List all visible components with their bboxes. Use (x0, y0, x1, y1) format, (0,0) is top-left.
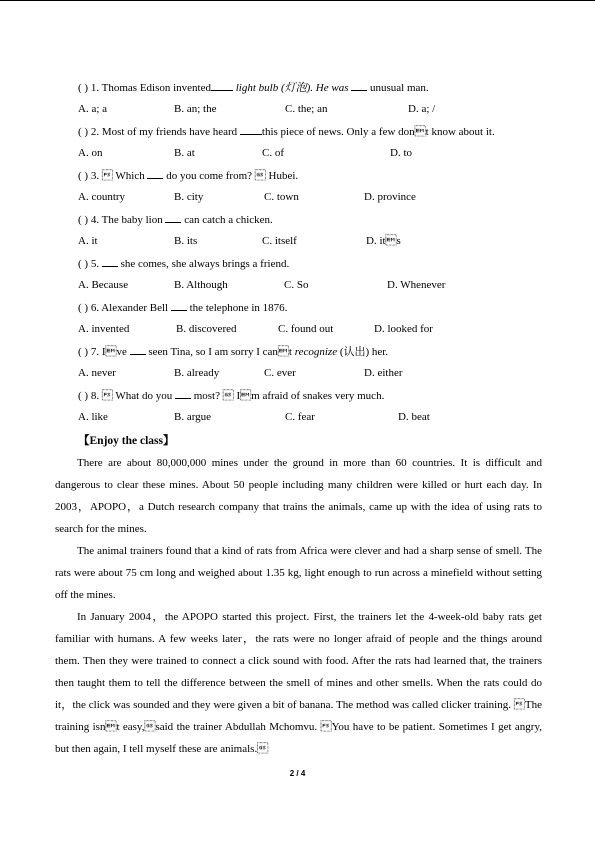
option: B. discovered (176, 323, 237, 335)
question-text: ( ) 5. (78, 258, 100, 270)
question-3 (78, 168, 298, 183)
option: D. either (364, 367, 403, 379)
question-text: ( ) 2. Most of my friends have heard (78, 126, 238, 138)
question-text: seen Tina, so I am sorry I cant (148, 346, 292, 358)
option: A. Because (78, 279, 129, 291)
question-2 (78, 124, 495, 139)
option: B. city (174, 191, 204, 203)
page-number: 2 / 4 (289, 769, 306, 778)
top-rule (0, 0, 595, 1)
question-1 (78, 80, 429, 95)
option: A. on (78, 147, 103, 159)
reading-passage (55, 452, 542, 760)
question-text: most? Im afraid of snakes very much. (193, 390, 385, 402)
question-text: ( ) 6. Alexander Bell (78, 302, 169, 314)
question-text: can catch a chicken. (184, 214, 273, 226)
option: D. to (390, 147, 412, 159)
option: B. at (174, 147, 195, 159)
option: C. ever (264, 367, 296, 379)
option: C. found out (278, 323, 334, 335)
question-6 (78, 300, 287, 315)
question-7 (78, 344, 388, 359)
option: A. never (78, 367, 116, 379)
question-text: she comes, she always brings a friend. (120, 258, 290, 270)
option: B. Although (174, 279, 228, 291)
option: A. like (78, 411, 108, 423)
option: A. a; a (78, 103, 108, 115)
option: D. looked for (374, 323, 433, 335)
option: A. invented (78, 323, 130, 335)
question-text: ( ) 3. Which (78, 170, 145, 182)
option: C. town (264, 191, 299, 203)
question-text: unusual man. (370, 82, 429, 94)
paragraph: There are about 80,000,000 mines under the ground in more than 60 countries. It is difficult and dangerous to clear these mines. About 50 people including many children were killed or hurt each day. In 2003，APOPO，a Dutch research company that trains the animals, came up with the idea of using rats to search for the mines. (55, 457, 542, 535)
option: A. country (78, 191, 126, 203)
section-heading: 【Enjoy the class】 (78, 435, 175, 447)
option: C. of (262, 147, 284, 159)
option: A. it (78, 235, 98, 247)
question-text: ( ) 7. Ive (78, 346, 127, 358)
question-text: the telephone in 1876. (189, 302, 288, 314)
option: B. already (174, 367, 220, 379)
question-text: ( ) 1. Thomas Edison invented (78, 82, 211, 94)
question-text: (认出) her. (339, 346, 389, 358)
option: C. fear (285, 411, 315, 423)
question-text: recognize (294, 346, 338, 358)
option: C. So (284, 279, 309, 291)
question-text: do you come from? Hubei. (166, 170, 299, 182)
question-5 (78, 256, 289, 271)
option: C. the; an (285, 103, 328, 115)
option: D. its (366, 235, 401, 247)
question-text: this piece of news. Only a few dont know about it. (261, 126, 495, 138)
option: D. beat (398, 411, 430, 423)
option: D. Whenever (387, 279, 446, 291)
question-text: ( ) 8. What do you (78, 390, 173, 402)
question-8 (78, 388, 384, 403)
option: B. argue (174, 411, 212, 423)
paragraph: The animal trainers found that a kind of rats from Africa were clever and had a sharp sense of smell. The rats were about 75 cm long and weighed about 1.35 kg, light enough to run across a minefield without setting off the mines. (55, 545, 542, 601)
option: C. itself (262, 235, 297, 247)
question-4 (78, 212, 273, 227)
option: B. its (174, 235, 198, 247)
option: D. a; / (408, 103, 436, 115)
question-text: ( ) 4. The baby lion (78, 214, 163, 226)
paragraph: In January 2004，the APOPO started this project. First, the trainers let the 4-week-old baby rats get familiar with humans. A few weeks later，the rats were no longer afraid of people and the things around them. Then they were trained to connect a click sound with food. After the rats had learned that, the trainers then taught them to tell the difference between the smell of mines and other smells. When the rats could do it，the click was sounded and they were given a bit of banana. The method was called clicker training. The training isnt easy, said the trainer Abdullah Mchomvu. You have to be patient. Sometimes I get angry, but then again, I tell myself these are animals. (55, 611, 542, 755)
option: B. an; the (174, 103, 217, 115)
option: D. province (364, 191, 416, 203)
question-text: light bulb (灯泡). He was (235, 82, 349, 94)
